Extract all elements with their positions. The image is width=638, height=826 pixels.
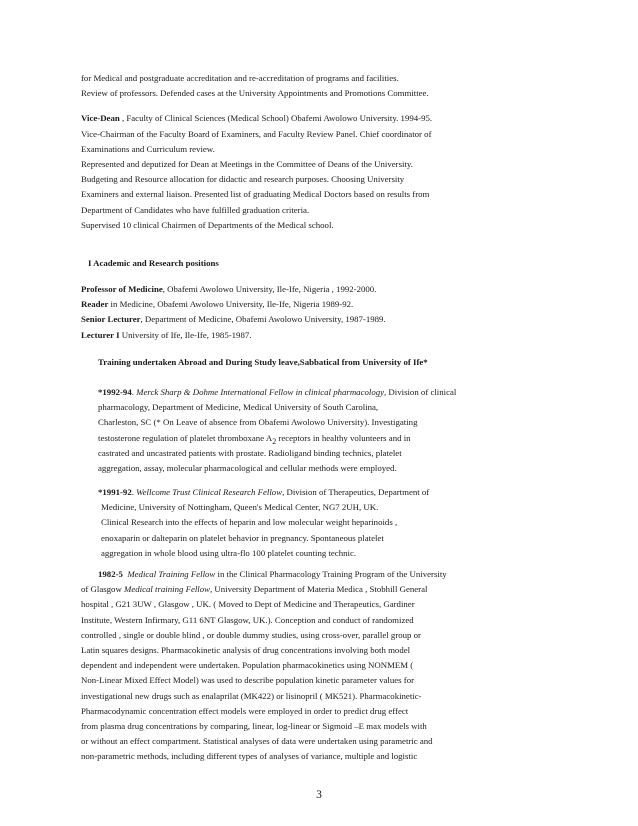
vice-dean-title-line xyxy=(81,111,567,126)
training-heading-text: Training undertaken Abroad and During Study leave,Sabbatical from University of Ife* xyxy=(98,357,428,367)
glasgow-fellowship-2: Medical training Fellow xyxy=(124,584,211,595)
entry-separator: . xyxy=(131,487,137,497)
position-detail: University of Ife, Ile-Ife, 1985-1987. xyxy=(119,329,252,340)
text-segment: of Glasgow xyxy=(81,584,125,595)
entry-first-line xyxy=(98,385,584,400)
entry-year: *1992-94 xyxy=(98,387,132,397)
position-title: Reader xyxy=(81,299,109,310)
text-line: Pharmacodynamic concentration effect models were employed in order to predict drug effect xyxy=(81,705,409,716)
position-detail: , Department of Medicine, Obafemi Awolowo University, 1987-1989. xyxy=(140,314,386,325)
text-line: Supervised 10 clinical Chairmen of Departments of the Medical school. xyxy=(81,219,334,230)
entry-fellowship: Merck Sharp & Dohme International Fellow in clinical pharmacology xyxy=(136,387,385,397)
text-line: hospital , G21 3UW , Glasgow , UK. ( Moved to Dept of Medicine and Therapeutics, Gardiner xyxy=(81,599,415,610)
text-line: Vice-Chairman of the Faculty Board of Examiners, and Faculty Review Panel. Chief coordinator of xyxy=(81,128,432,139)
section-heading-text: I Academic and Research positions xyxy=(88,258,219,268)
text-line: investigational new drugs such as enalaprilat (MK422) or lisinopril ( MK521). Pharmacokinetic- xyxy=(81,690,422,701)
glasgow-second-line xyxy=(81,582,567,597)
text-line: Represented and deputized for Dean at Meetings in the Committee of Deans of the University. xyxy=(81,159,413,170)
glasgow-fellowship: Medical Training Fellow xyxy=(127,569,216,579)
text-line: enoxaparin or dalteparin on platelet behavior in pregnancy. Spontaneous platelet xyxy=(101,532,384,543)
text-line: aggregation, assay, molecular pharmacological and cellular methods were employed. xyxy=(98,463,397,474)
text-line: Clinical Research into the effects of heparin and low molecular weight heparinoids , xyxy=(101,517,398,528)
text-line: Charleston, SC (* On Leave of absence from Obafemi Awolowo University). Investigating xyxy=(98,417,418,428)
glasgow-first-line xyxy=(81,567,567,582)
text-line: Institute, Western Infirmary, G11 6NT Glasgow, UK.). Conception and conduct of randomized xyxy=(81,614,414,625)
position-detail: in Medicine, Obafemi Awolowo University, Ile-Ife, Nigeria 1989-92. xyxy=(108,299,354,310)
entry-separator: . xyxy=(131,387,137,397)
position-title: Professor of Medicine xyxy=(81,284,163,294)
text-line: Examinations and Curriculum review. xyxy=(81,143,215,154)
text-line: Budgeting and Resource allocation for didactic and research purposes. Choosing University xyxy=(81,174,405,185)
text-line: Review of professors. Defended cases at the University Appointments and Promotions Committee. xyxy=(81,88,429,99)
glasgow-year: 1982-5 xyxy=(98,569,123,579)
text-line: pharmacology, Department of Medicine, Medical University of South Carolina, xyxy=(98,402,379,413)
position-item xyxy=(81,282,567,297)
text-segment: receptors in healthy volunteers and in xyxy=(276,432,411,443)
glasgow-detail: in the Clinical Pharmacology Training Program of the University xyxy=(215,569,447,579)
text-line: or without an effect compartment. Statistical analyses of data were undertaken using parametric and xyxy=(81,736,433,747)
position-item xyxy=(81,312,567,327)
text-line: dependent and independent were undertaken. Population pharmacokinetics using NONMEM ( xyxy=(81,660,414,671)
text-line: aggregation in whole blood using ultra-flo 100 platelet counting technic. xyxy=(101,547,357,558)
vice-dean-block xyxy=(81,71,567,233)
text-line: castrated and uncastrated patients with prostate. Radioligand binding technics, platelet xyxy=(98,447,402,458)
text-line: non-parametric methods, including different types of analyses of variance, multiple and logistic xyxy=(81,751,418,762)
text-line: controlled , single or double blind , or double dummy studies, using cross-over, parallel group or xyxy=(81,629,421,640)
text-line: Examiners and external liaison. Presented list of graduating Medical Doctors based on results from xyxy=(81,189,430,200)
position-title: Senior Lecturer xyxy=(81,314,141,325)
entry-first-line xyxy=(98,485,584,500)
position-item xyxy=(81,297,567,312)
text-segment: testosterone regulation of platelet thromboxane A xyxy=(98,432,273,443)
text-line: from plasma drug concentrations by comparing, linear, log-linear or Sigmoid –E max models with xyxy=(81,721,427,732)
training-entry-1992 xyxy=(98,385,584,476)
training-heading xyxy=(98,355,584,370)
entry-detail: , Division of clinical xyxy=(384,387,457,397)
vice-dean-title: Vice-Dean xyxy=(81,113,120,124)
position-item xyxy=(81,328,567,343)
subscript: 2 xyxy=(272,436,277,446)
text-line: Non-Linear Mixed Effect Model) was used to describe population kinetic parameter values for xyxy=(81,675,415,686)
positions-list xyxy=(81,282,567,343)
thromboxane-line xyxy=(98,431,584,446)
glasgow-block xyxy=(81,567,567,765)
position-detail: , Obafemi Awolowo University, Ile-Ife, Nigeria , 1992-2000. xyxy=(162,284,377,294)
text-segment: , University Department of Materia Medica , Stobhill General xyxy=(210,584,428,595)
entry-detail: , Division of Therapeutics, Department of xyxy=(282,487,430,497)
text-line: Department of Candidates who have fulfilled graduation criteria. xyxy=(81,204,310,215)
training-entry-1991 xyxy=(98,485,584,561)
entry-year: *1991-92 xyxy=(98,487,132,497)
vice-dean-description: , Faculty of Clinical Sciences (Medical School) Obafemi Awolowo University. 1994-95. xyxy=(119,113,433,124)
section-heading xyxy=(88,256,574,271)
text-line: Medicine, University of Nottingham, Queen's Medical Center, NG7 2UH, UK. xyxy=(101,502,379,513)
text-line: Latin squares designs. Pharmacokinetic analysis of drug concentrations involving both model xyxy=(81,645,411,656)
page-number: 3 xyxy=(316,789,322,801)
entry-fellowship: Wellcome Trust Clinical Research Fellow xyxy=(136,487,283,497)
position-title: Lecturer I xyxy=(81,329,120,340)
text-line: for Medical and postgraduate accreditation and re-accreditation of programs and facilities. xyxy=(81,73,399,83)
